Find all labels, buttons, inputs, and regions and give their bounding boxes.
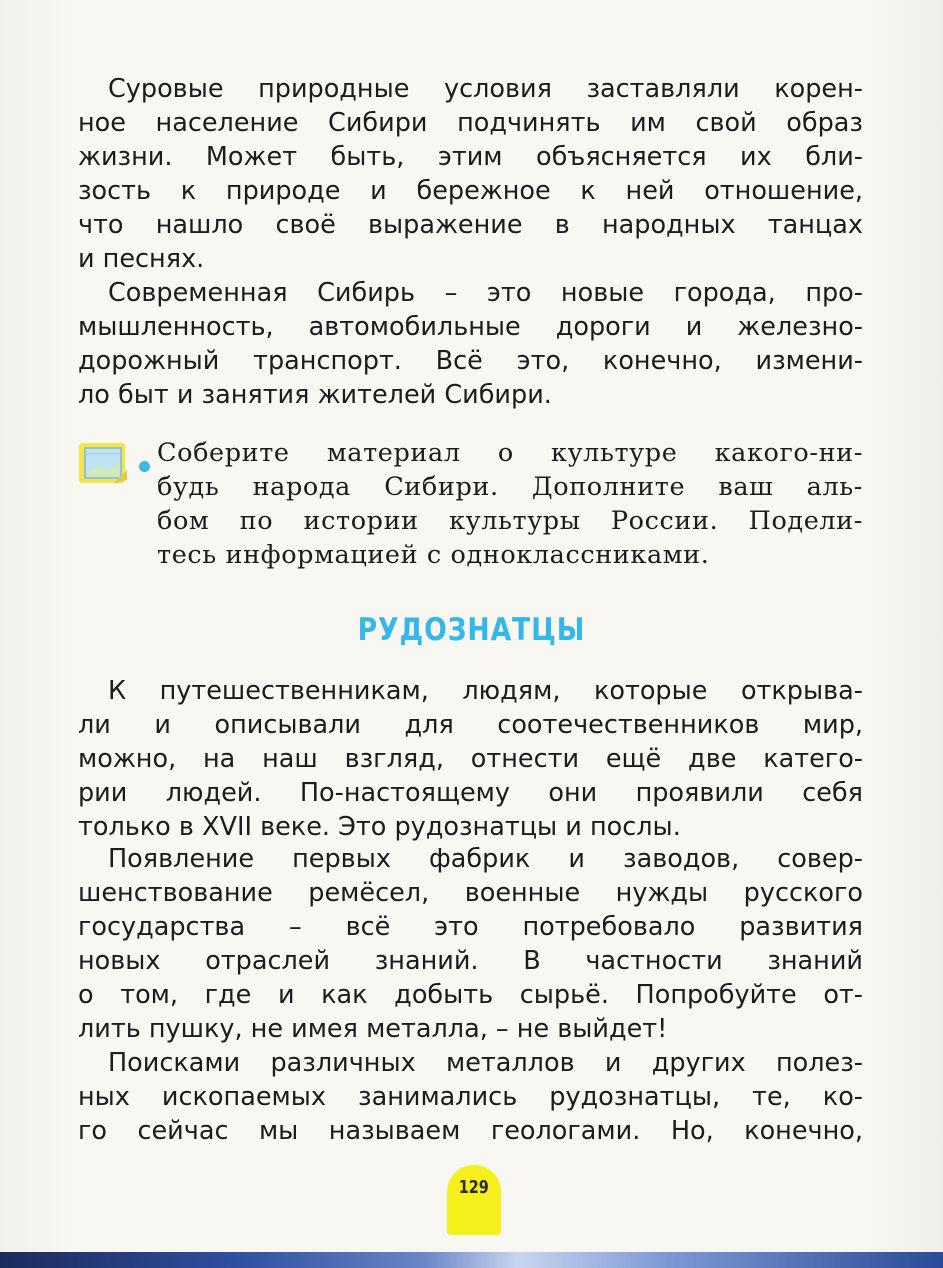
text-line: дорожный транспорт. Всё это, конечно, измени-: [78, 346, 863, 376]
text-line: го сейчас мы называем геологами. Но, конечно,: [78, 1116, 863, 1146]
text-line: Появление первых фабрик и заводов, совер-: [108, 844, 863, 874]
text-line: шенствование ремёсел, военные нужды русского: [78, 878, 863, 908]
text-line: новых отраслей знаний. В частности знаний: [78, 946, 863, 976]
text-line: К путешественникам, людям, которые открыва-: [108, 676, 863, 706]
text-line: ло быт и занятия жителей Сибири.: [78, 380, 552, 410]
text-line: лить пушку, не имея металла, – не выйдет!: [78, 1014, 668, 1044]
text-line: Суровые природные условия заставляли корен-: [108, 74, 863, 104]
text-line: ное население Сибири подчинять им свой образ: [78, 108, 863, 138]
notebook-icon: [77, 440, 129, 488]
task-line: тесь информацией с одноклассниками.: [157, 540, 710, 570]
page-number-badge: [447, 1165, 501, 1235]
text-line: государства – всё это потребовало развития: [78, 912, 863, 942]
text-line: Поисками различных металлов и других полез-: [108, 1048, 863, 1078]
text-line: и песнях.: [78, 244, 205, 274]
page-number: 129: [458, 1177, 490, 1198]
text-line: можно, на наш взгляд, отнести ещё две катего-: [78, 744, 863, 774]
task-line: бом по истории культуры России. Подели-: [157, 506, 863, 536]
text-line: зость к природе и бережное к ней отношение,: [78, 176, 863, 206]
text-line: Современная Сибирь – это новые города, про-: [108, 278, 863, 308]
text-line: о том, где и как добыть сырьё. Попробуйте от-: [78, 980, 863, 1010]
section-heading: РУДОЗНАТЦЫ: [357, 612, 586, 648]
text-line: ли и описывали для соотечественников мир,: [78, 710, 863, 740]
bottom-decorative-strip: [0, 1252, 943, 1268]
text-line: ных ископаемых занимались рудознатцы, те, ко-: [78, 1082, 863, 1112]
text-line: жизни. Может быть, этим объясняется их бли-: [78, 142, 863, 172]
task-line: Соберите материал о культуре какого-ни-: [157, 438, 863, 468]
text-line: что нашло своё выражение в народных танцах: [78, 210, 863, 240]
text-line: мышленность, автомобильные дороги и железно-: [78, 312, 863, 342]
text-line: рии людей. По-настоящему они проявили себя: [78, 778, 863, 808]
task-line: будь народа Сибири. Дополните ваш аль-: [157, 472, 863, 502]
task-bullet: [139, 461, 150, 472]
text-line: только в XVII веке. Это рудознатцы и послы.: [78, 812, 681, 842]
